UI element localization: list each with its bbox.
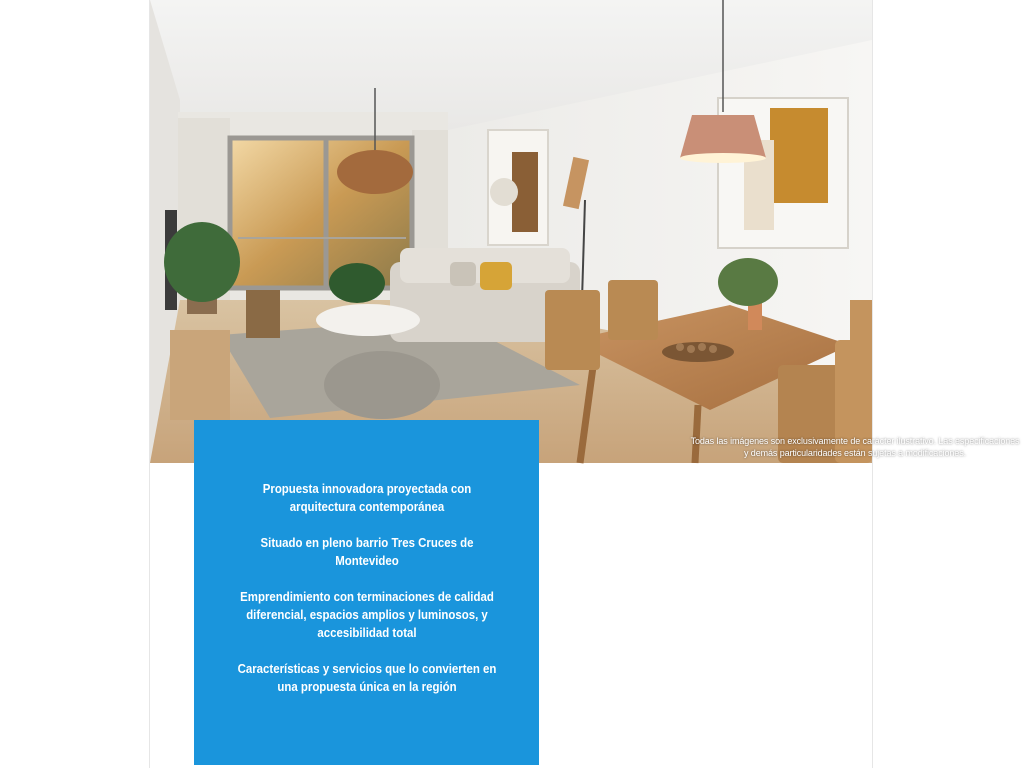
feature-finishes: Emprendimiento con terminaciones de calidad diferencial, espacios amplios y luminosos, y accesibilidad total [239, 589, 494, 640]
image-disclaimer-caption: Todas las imágenes son exclusivamente de carácter ilustrativo. Las especificaciones y demás particularidades están sujetas a modificaciones. [690, 436, 1020, 458]
features-panel [194, 420, 539, 765]
feature-services: Características y servicios que lo convierten en una propuesta única en la región [237, 661, 496, 694]
feature-location: Situado en pleno barrio Tres Cruces de Montevideo [260, 535, 473, 568]
features-list [194, 420, 539, 696]
feature-architecture: Propuesta innovadora proyectada con arquitectura contemporánea [262, 481, 471, 514]
apartment-render-image [150, 0, 1020, 463]
